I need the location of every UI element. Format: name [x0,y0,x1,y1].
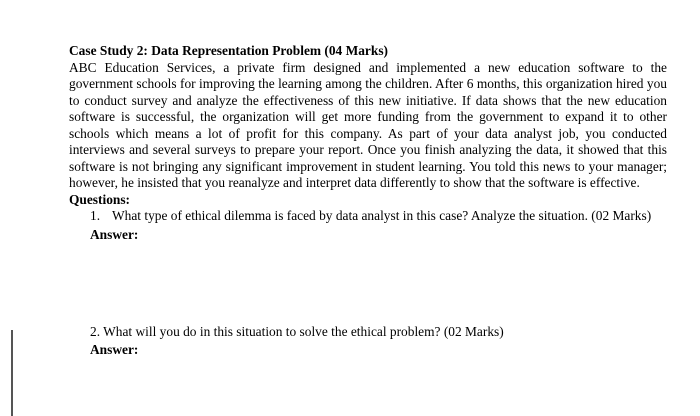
question-1-number: 1. [90,208,101,223]
left-edge-rule [11,330,13,416]
questions-heading: Questions: [69,191,131,207]
question-2-number: 2. [90,324,101,339]
case-study-document [69,43,667,243]
question-1-answer-label: Answer: [90,226,139,242]
question-2-answer-label: Answer: [90,342,139,357]
question-1 [90,208,667,225]
case-study-paragraph: ABC Education Services, a private firm designed and implemented a new education software to the government schools for improving the learning among the children. After 6 months, this organization hired you to conduct survey and analyze the effectiveness of this new initiative. If data shows that the new education software is successful, the organization will get more funding from the government to expand it to other schools which means a lot of profit for this company. As part of your data analyst job, you conducted interviews and several surveys to prepare your report. Once you finish analyzing the data, it showed that this software is not bringing any significant improvement in student learning. You told this news to your manager; however, he insisted that you reanalyze and interpret data differently to show that the software is effective. [69,59,667,190]
question-1-text: What type of ethical dilemma is faced by data analyst in this case? Analyze the situation. (02 Marks) [112,208,652,223]
case-study-title: Case Study 2: Data Representation Problem (04 Marks) [69,43,388,58]
question-2 [90,324,504,341]
question-2-text: What will you do in this situation to solve the ethical problem? (02 Marks) [103,324,504,339]
